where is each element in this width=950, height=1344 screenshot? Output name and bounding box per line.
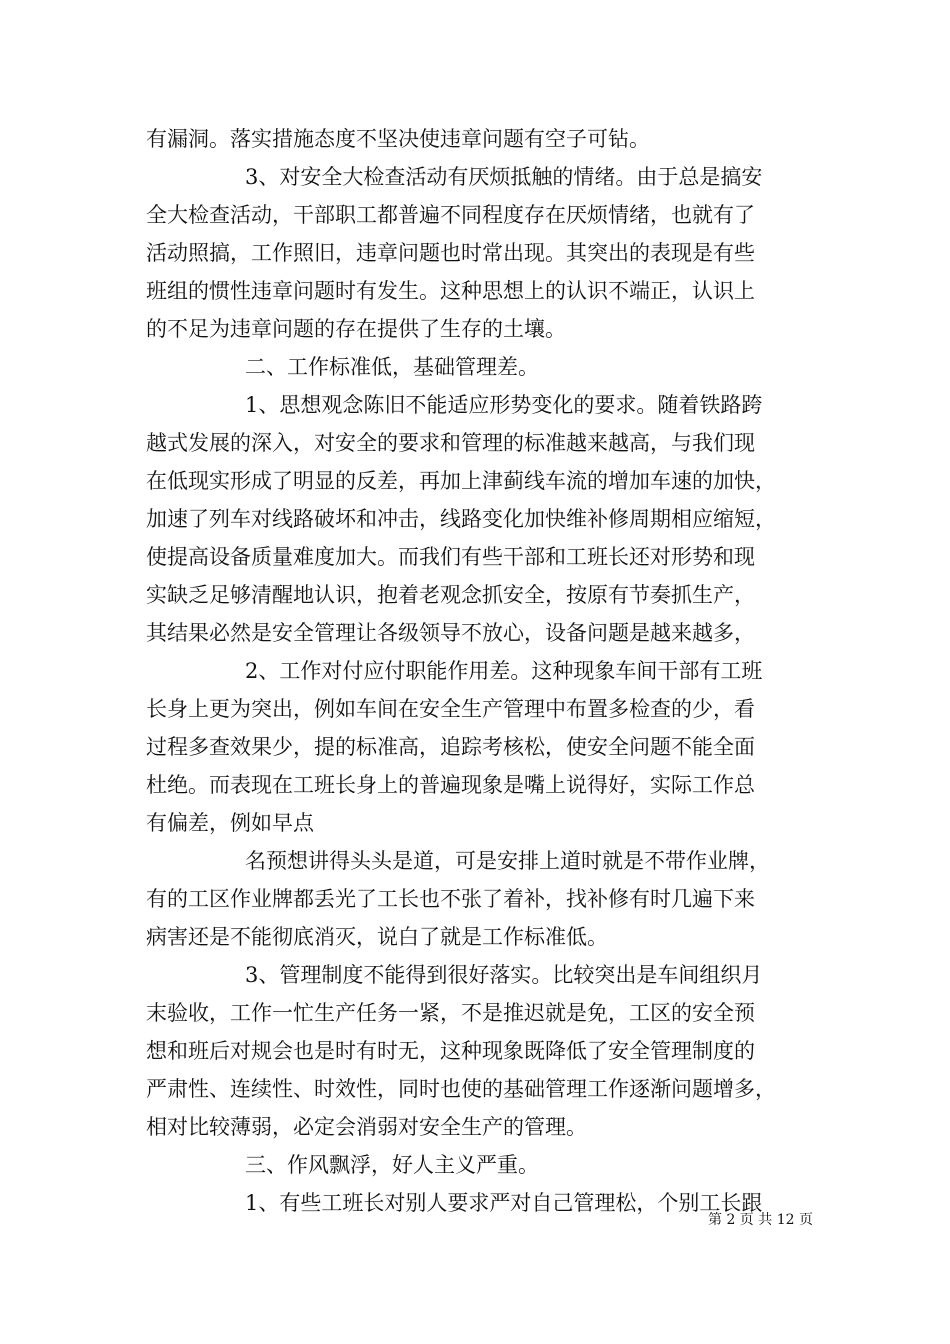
body-line: 3、管理制度不能得到很好落实。比较突出是车间组织月 [245, 963, 763, 987]
body-line: 1、思想观念陈旧不能适应形势变化的要求。随着铁路跨 [245, 393, 763, 417]
body-line: 活动照搞，工作照旧，违章问题也时常出现。其突出的表现是有些 [146, 241, 755, 265]
body-line: 1、有些工班长对别人要求严对自己管理松，个别工长跟 [245, 1191, 763, 1215]
section-heading: 二、工作标准低，基础管理差。 [245, 355, 539, 379]
body-line: 全大检查活动，干部职工都普遍不同程度存在厌烦情绪，也就有了 [146, 203, 755, 227]
body-line: 班组的惯性违章问题时有发生。这种思想上的认识不端正，认识上 [146, 279, 755, 303]
body-line: 的不足为违章问题的存在提供了生存的土壤。 [146, 317, 566, 341]
body-line: 严肃性、连续性、时效性，同时也使的基础管理工作逐渐问题增多， [146, 1077, 776, 1101]
body-line: 3、对安全大检查活动有厌烦抵触的情绪。由于总是搞安 [245, 165, 763, 189]
body-line: 越式发展的深入，对安全的要求和管理的标准越来越高，与我们现 [146, 431, 755, 455]
body-line: 其结果必然是安全管理让各级领导不放心，设备问题是越来越多， [146, 621, 755, 645]
body-line: 2、工作对付应付职能作用差。这种现象车间干部有工班 [245, 659, 763, 683]
body-line: 过程多查效果少，提的标准高，追踪考核松，使安全问题不能全面 [146, 735, 755, 759]
section-heading: 三、作风飘浮，好人主义严重。 [245, 1153, 539, 1177]
body-line: 使提高设备质量难度加大。而我们有些干部和工班长还对形势和现 [146, 545, 755, 569]
body-line: 病害还是不能彻底消灭，说白了就是工作标准低。 [146, 925, 608, 949]
body-line: 想和班后对规会也是时有时无，这种现象既降低了安全管理制度的 [146, 1039, 755, 1063]
body-line: 有的工区作业牌都丢光了工长也不张了着补，找补修有时几遍下来 [146, 887, 755, 911]
body-line: 加速了列车对线路破坏和冲击，线路变化加快维补修周期相应缩短， [146, 507, 776, 531]
body-line: 名预想讲得头头是道，可是安排上道时就是不带作业牌， [245, 849, 770, 873]
body-line: 实缺乏足够清醒地认识，抱着老观念抓安全，按原有节奏抓生产， [146, 583, 755, 607]
page-number-footer: 第 2 页 共 12 页 [708, 1212, 813, 1228]
body-line: 末验收，工作一忙生产任务一紧，不是推迟就是免，工区的安全预 [146, 1001, 755, 1025]
body-line: 杜绝。而表现在工班长身上的普遍现象是嘴上说得好，实际工作总 [146, 773, 755, 797]
body-line: 相对比较薄弱，必定会消弱对安全生产的管理。 [146, 1115, 587, 1139]
body-line: 在低现实形成了明显的反差，再加上津蓟线车流的增加车速的加快， [146, 469, 776, 493]
body-line: 长身上更为突出，例如车间在安全生产管理中布置多检查的少，看 [146, 697, 755, 721]
body-line: 有偏差，例如早点 [146, 811, 314, 835]
body-line: 有漏洞。落实措施态度不坚决使违章问题有空子可钻。 [146, 127, 650, 151]
